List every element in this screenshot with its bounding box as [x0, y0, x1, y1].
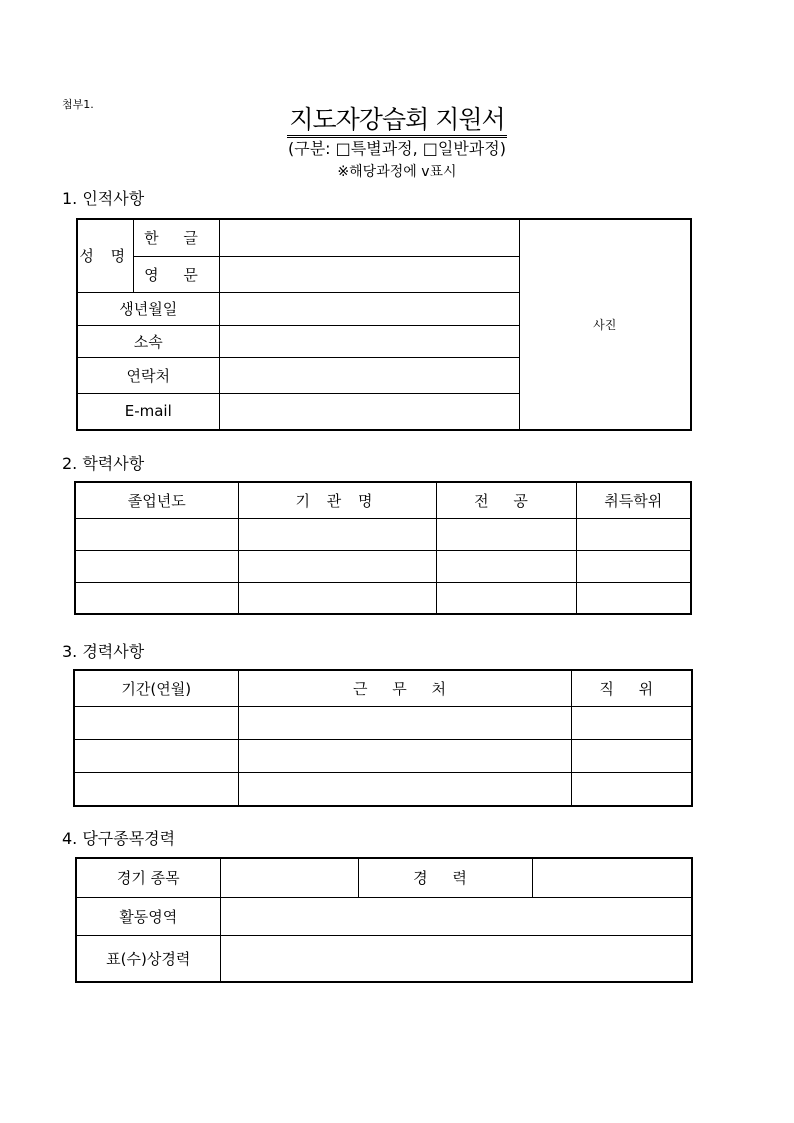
period-header: 기간(연월): [74, 670, 238, 706]
table-cell[interactable]: [74, 772, 238, 806]
table-cell[interactable]: [75, 550, 238, 582]
photo-box[interactable]: 사진: [519, 219, 691, 430]
english-name-label: 영 문: [133, 256, 219, 292]
table-cell[interactable]: [576, 582, 691, 614]
name-label: 성 명: [77, 219, 133, 292]
table-row: [75, 550, 691, 582]
table-row: [75, 518, 691, 550]
table-cell[interactable]: [571, 772, 692, 806]
table-cell[interactable]: [238, 550, 436, 582]
check-note: ※해당과정에 v표시: [337, 164, 457, 180]
table-cell[interactable]: [238, 518, 436, 550]
grad-year-header: 졸업년도: [75, 482, 238, 518]
event-field[interactable]: [220, 858, 358, 897]
table-cell[interactable]: [576, 550, 691, 582]
table-cell[interactable]: [75, 582, 238, 614]
career-table: [73, 669, 693, 807]
section-education-heading: 2. 학력사항: [62, 454, 145, 473]
table-row: [75, 582, 691, 614]
contact-field[interactable]: [219, 357, 519, 393]
major-header: 전 공: [436, 482, 576, 518]
awards-field[interactable]: [220, 935, 692, 982]
activity-field[interactable]: [220, 897, 692, 935]
table-row: [74, 772, 692, 806]
birth-label: 생년월일: [77, 292, 219, 325]
section-personal-heading: 1. 인적사항: [62, 189, 145, 208]
workplace-header: 근 무 처: [238, 670, 571, 706]
korean-name-label: 한 글: [133, 219, 219, 256]
english-name-field[interactable]: [219, 256, 519, 292]
table-cell[interactable]: [576, 518, 691, 550]
table-row: [74, 706, 692, 739]
email-field[interactable]: [219, 393, 519, 430]
affiliation-field[interactable]: [219, 325, 519, 357]
table-cell[interactable]: [238, 582, 436, 614]
table-cell[interactable]: [436, 518, 576, 550]
activity-label: 활동영역: [76, 897, 220, 935]
section-career-heading: 3. 경력사항: [62, 642, 145, 661]
event-label: 경기 종목: [76, 858, 220, 897]
table-row: [74, 739, 692, 772]
awards-label: 표(수)상경력: [76, 935, 220, 982]
career-label: 경 력: [358, 858, 532, 897]
table-cell[interactable]: [436, 550, 576, 582]
page-title: [0, 100, 794, 136]
attachment-label: 첨부1.: [62, 98, 94, 111]
degree-header: 취득학위: [576, 482, 691, 518]
table-cell[interactable]: [74, 706, 238, 739]
table-cell[interactable]: [571, 706, 692, 739]
page-title-text: 지도자강습회 지원서: [287, 105, 506, 138]
table-cell[interactable]: [238, 772, 571, 806]
section-billiards-heading: 4. 당구종목경력: [62, 829, 176, 848]
table-cell[interactable]: [436, 582, 576, 614]
institution-header: 기 관 명: [238, 482, 436, 518]
education-table: [74, 481, 692, 615]
contact-label: 연락처: [77, 357, 219, 393]
email-label: E-mail: [77, 393, 219, 430]
career-field[interactable]: [532, 858, 692, 897]
table-cell[interactable]: [238, 706, 571, 739]
personal-info-table: [76, 218, 692, 431]
position-header: 직 위: [571, 670, 692, 706]
korean-name-field[interactable]: [219, 219, 519, 256]
affiliation-label: 소속: [77, 325, 219, 357]
birth-field[interactable]: [219, 292, 519, 325]
table-cell[interactable]: [571, 739, 692, 772]
billiards-career-table: [75, 857, 693, 983]
table-cell[interactable]: [74, 739, 238, 772]
table-cell[interactable]: [75, 518, 238, 550]
course-type-line: (구분: □특별과정, □일반과정): [288, 139, 506, 158]
table-cell[interactable]: [238, 739, 571, 772]
